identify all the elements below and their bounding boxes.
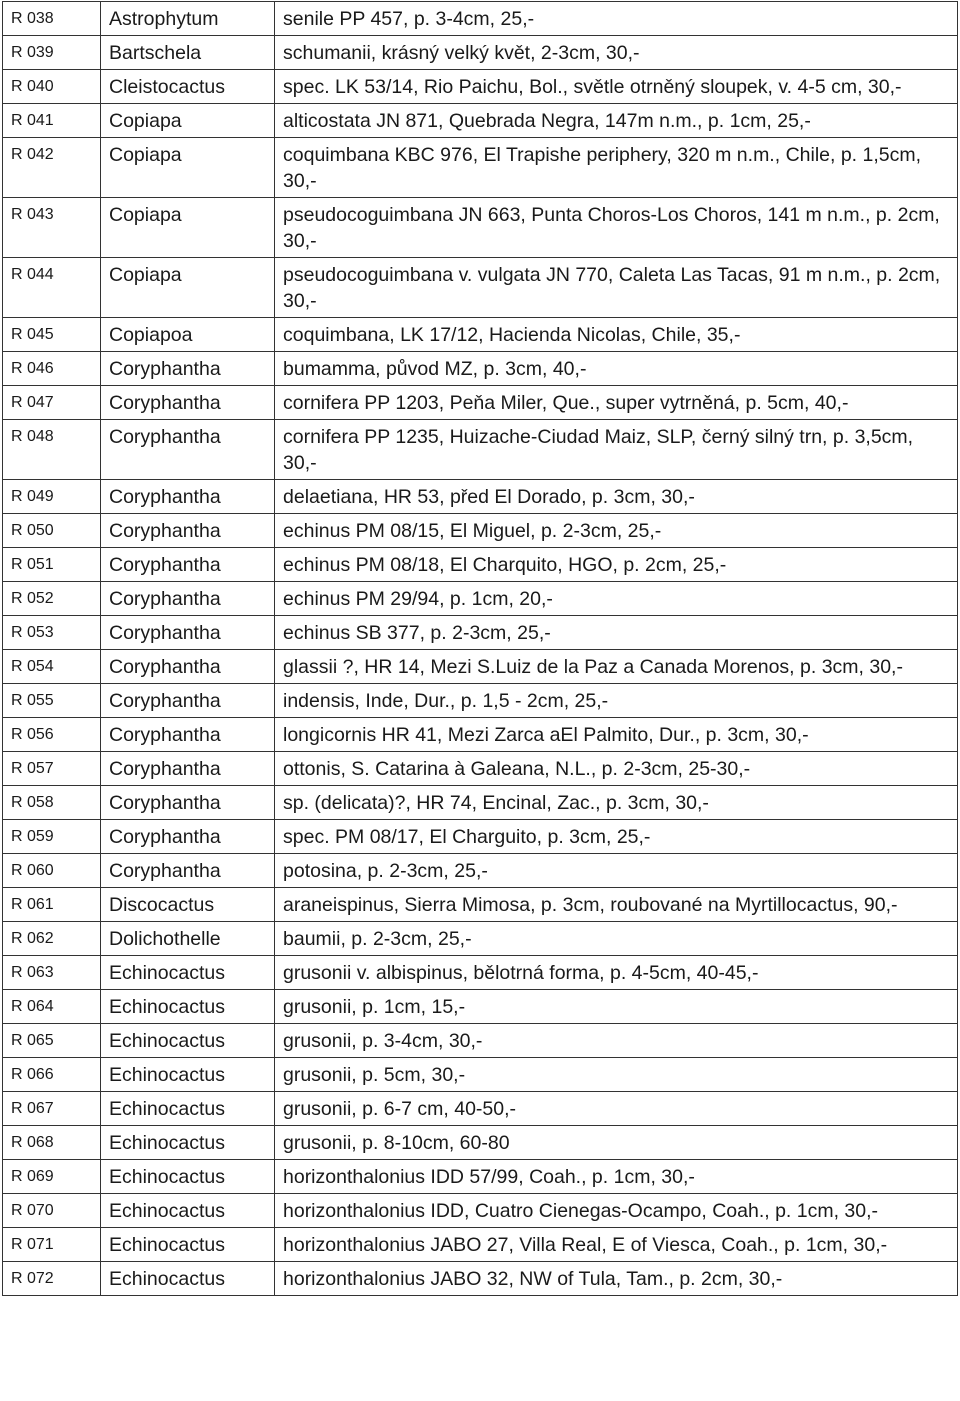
description-cell: cornifera PP 1235, Huizache-Ciudad Maiz, SLP, černý silný trn, p. 3,5cm, 30,- [275, 420, 958, 480]
description-cell: baumii, p. 2-3cm, 25,- [275, 922, 958, 956]
code-cell: R 041 [3, 104, 101, 138]
genus-cell: Copiapoa [101, 318, 275, 352]
code-cell: R 066 [3, 1058, 101, 1092]
description-cell: sp. (delicata)?, HR 74, Encinal, Zac., p. 3cm, 30,- [275, 786, 958, 820]
description-cell: pseudocoguimbana JN 663, Punta Choros-Los Choros, 141 m n.m., p. 2cm, 30,- [275, 198, 958, 258]
description-cell: pseudocoguimbana v. vulgata JN 770, Caleta Las Tacas, 91 m n.m., p. 2cm, 30,- [275, 258, 958, 318]
genus-cell: Coryphantha [101, 582, 275, 616]
genus-cell: Bartschela [101, 36, 275, 70]
description-cell: senile PP 457, p. 3-4cm, 25,- [275, 2, 958, 36]
code-cell: R 050 [3, 514, 101, 548]
code-cell: R 054 [3, 650, 101, 684]
table-row [3, 1058, 958, 1092]
code-cell: R 069 [3, 1160, 101, 1194]
code-cell: R 052 [3, 582, 101, 616]
table-row [3, 480, 958, 514]
table-row [3, 70, 958, 104]
table-row [3, 1092, 958, 1126]
table-row [3, 820, 958, 854]
code-cell: R 039 [3, 36, 101, 70]
description-cell: horizonthalonius JABO 27, Villa Real, E of Viesca, Coah., p. 1cm, 30,- [275, 1228, 958, 1262]
genus-cell: Coryphantha [101, 684, 275, 718]
table-row [3, 1228, 958, 1262]
code-cell: R 049 [3, 480, 101, 514]
genus-cell: Coryphantha [101, 352, 275, 386]
code-cell: R 071 [3, 1228, 101, 1262]
description-cell: grusonii, p. 8-10cm, 60-80 [275, 1126, 958, 1160]
table-row [3, 956, 958, 990]
genus-cell: Coryphantha [101, 548, 275, 582]
code-cell: R 062 [3, 922, 101, 956]
code-cell: R 048 [3, 420, 101, 480]
table-row [3, 1194, 958, 1228]
table-row [3, 2, 958, 36]
table-row [3, 514, 958, 548]
genus-cell: Coryphantha [101, 718, 275, 752]
description-cell: bumamma, původ MZ, p. 3cm, 40,- [275, 352, 958, 386]
genus-cell: Astrophytum [101, 2, 275, 36]
genus-cell: Echinocactus [101, 1194, 275, 1228]
genus-cell: Coryphantha [101, 420, 275, 480]
genus-cell: Echinocactus [101, 1024, 275, 1058]
genus-cell: Coryphantha [101, 480, 275, 514]
description-cell: grusonii, p. 6-7 cm, 40-50,- [275, 1092, 958, 1126]
description-cell: ottonis, S. Catarina à Galeana, N.L., p. 2-3cm, 25-30,- [275, 752, 958, 786]
table-row [3, 1024, 958, 1058]
table-row [3, 420, 958, 480]
description-cell: glassii ?, HR 14, Mezi S.Luiz de la Paz a Canada Morenos, p. 3cm, 30,- [275, 650, 958, 684]
table-row [3, 352, 958, 386]
code-cell: R 060 [3, 854, 101, 888]
genus-cell: Copiapa [101, 138, 275, 198]
code-cell: R 067 [3, 1092, 101, 1126]
code-cell: R 056 [3, 718, 101, 752]
table-row [3, 786, 958, 820]
catalog-body [3, 2, 958, 1296]
code-cell: R 063 [3, 956, 101, 990]
code-cell: R 044 [3, 258, 101, 318]
genus-cell: Echinocactus [101, 956, 275, 990]
genus-cell: Copiapa [101, 258, 275, 318]
table-row [3, 198, 958, 258]
genus-cell: Coryphantha [101, 616, 275, 650]
description-cell: delaetiana, HR 53, před El Dorado, p. 3cm, 30,- [275, 480, 958, 514]
genus-cell: Coryphantha [101, 786, 275, 820]
code-cell: R 070 [3, 1194, 101, 1228]
genus-cell: Dolichothelle [101, 922, 275, 956]
description-cell: grusonii v. albispinus, bělotrná forma, p. 4-5cm, 40-45,- [275, 956, 958, 990]
table-row [3, 650, 958, 684]
genus-cell: Echinocactus [101, 1126, 275, 1160]
description-cell: echinus SB 377, p. 2-3cm, 25,- [275, 616, 958, 650]
table-row [3, 888, 958, 922]
description-cell: cornifera PP 1203, Peňa Miler, Que., super vytrněná, p. 5cm, 40,- [275, 386, 958, 420]
genus-cell: Coryphantha [101, 854, 275, 888]
table-row [3, 36, 958, 70]
description-cell: spec. PM 08/17, El Charguito, p. 3cm, 25,- [275, 820, 958, 854]
genus-cell: Echinocactus [101, 1160, 275, 1194]
genus-cell: Cleistocactus [101, 70, 275, 104]
genus-cell: Echinocactus [101, 1262, 275, 1296]
code-cell: R 064 [3, 990, 101, 1024]
table-row [3, 386, 958, 420]
table-row [3, 684, 958, 718]
genus-cell: Echinocactus [101, 1092, 275, 1126]
table-row [3, 318, 958, 352]
code-cell: R 053 [3, 616, 101, 650]
description-cell: potosina, p. 2-3cm, 25,- [275, 854, 958, 888]
genus-cell: Coryphantha [101, 514, 275, 548]
catalog-table [2, 1, 958, 1296]
description-cell: longicornis HR 41, Mezi Zarca aEl Palmito, Dur., p. 3cm, 30,- [275, 718, 958, 752]
description-cell: echinus PM 08/15, El Miguel, p. 2-3cm, 25,- [275, 514, 958, 548]
description-cell: echinus PM 08/18, El Charquito, HGO, p. 2cm, 25,- [275, 548, 958, 582]
description-cell: alticostata JN 871, Quebrada Negra, 147m n.m., p. 1cm, 25,- [275, 104, 958, 138]
code-cell: R 072 [3, 1262, 101, 1296]
table-row [3, 1262, 958, 1296]
description-cell: schumanii, krásný velký květ, 2-3cm, 30,- [275, 36, 958, 70]
description-cell: echinus PM 29/94, p. 1cm, 20,- [275, 582, 958, 616]
code-cell: R 055 [3, 684, 101, 718]
table-row [3, 138, 958, 198]
code-cell: R 058 [3, 786, 101, 820]
table-row [3, 548, 958, 582]
table-row [3, 258, 958, 318]
description-cell: spec. LK 53/14, Rio Paichu, Bol., světle otrněný sloupek, v. 4-5 cm, 30,- [275, 70, 958, 104]
genus-cell: Echinocactus [101, 1058, 275, 1092]
table-row [3, 1160, 958, 1194]
table-row [3, 752, 958, 786]
table-row [3, 718, 958, 752]
genus-cell: Copiapa [101, 198, 275, 258]
table-row [3, 616, 958, 650]
description-cell: coquimbana KBC 976, El Trapishe periphery, 320 m n.m., Chile, p. 1,5cm, 30,- [275, 138, 958, 198]
genus-cell: Coryphantha [101, 650, 275, 684]
table-row [3, 990, 958, 1024]
genus-cell: Discocactus [101, 888, 275, 922]
description-cell: horizonthalonius IDD, Cuatro Cienegas-Ocampo, Coah., p. 1cm, 30,- [275, 1194, 958, 1228]
code-cell: R 046 [3, 352, 101, 386]
description-cell: grusonii, p. 5cm, 30,- [275, 1058, 958, 1092]
genus-cell: Echinocactus [101, 990, 275, 1024]
description-cell: horizonthalonius IDD 57/99, Coah., p. 1cm, 30,- [275, 1160, 958, 1194]
table-row [3, 582, 958, 616]
genus-cell: Echinocactus [101, 1228, 275, 1262]
table-row [3, 922, 958, 956]
code-cell: R 061 [3, 888, 101, 922]
description-cell: araneispinus, Sierra Mimosa, p. 3cm, roubované na Myrtillocactus, 90,- [275, 888, 958, 922]
table-row [3, 104, 958, 138]
description-cell: coquimbana, LK 17/12, Hacienda Nicolas, Chile, 35,- [275, 318, 958, 352]
description-cell: horizonthalonius JABO 32, NW of Tula, Tam., p. 2cm, 30,- [275, 1262, 958, 1296]
code-cell: R 047 [3, 386, 101, 420]
code-cell: R 057 [3, 752, 101, 786]
code-cell: R 043 [3, 198, 101, 258]
code-cell: R 051 [3, 548, 101, 582]
code-cell: R 045 [3, 318, 101, 352]
genus-cell: Coryphantha [101, 752, 275, 786]
code-cell: R 042 [3, 138, 101, 198]
code-cell: R 065 [3, 1024, 101, 1058]
genus-cell: Coryphantha [101, 386, 275, 420]
code-cell: R 038 [3, 2, 101, 36]
genus-cell: Copiapa [101, 104, 275, 138]
description-cell: indensis, Inde, Dur., p. 1,5 - 2cm, 25,- [275, 684, 958, 718]
description-cell: grusonii, p. 1cm, 15,- [275, 990, 958, 1024]
code-cell: R 068 [3, 1126, 101, 1160]
table-row [3, 1126, 958, 1160]
code-cell: R 040 [3, 70, 101, 104]
code-cell: R 059 [3, 820, 101, 854]
genus-cell: Coryphantha [101, 820, 275, 854]
table-row [3, 854, 958, 888]
description-cell: grusonii, p. 3-4cm, 30,- [275, 1024, 958, 1058]
